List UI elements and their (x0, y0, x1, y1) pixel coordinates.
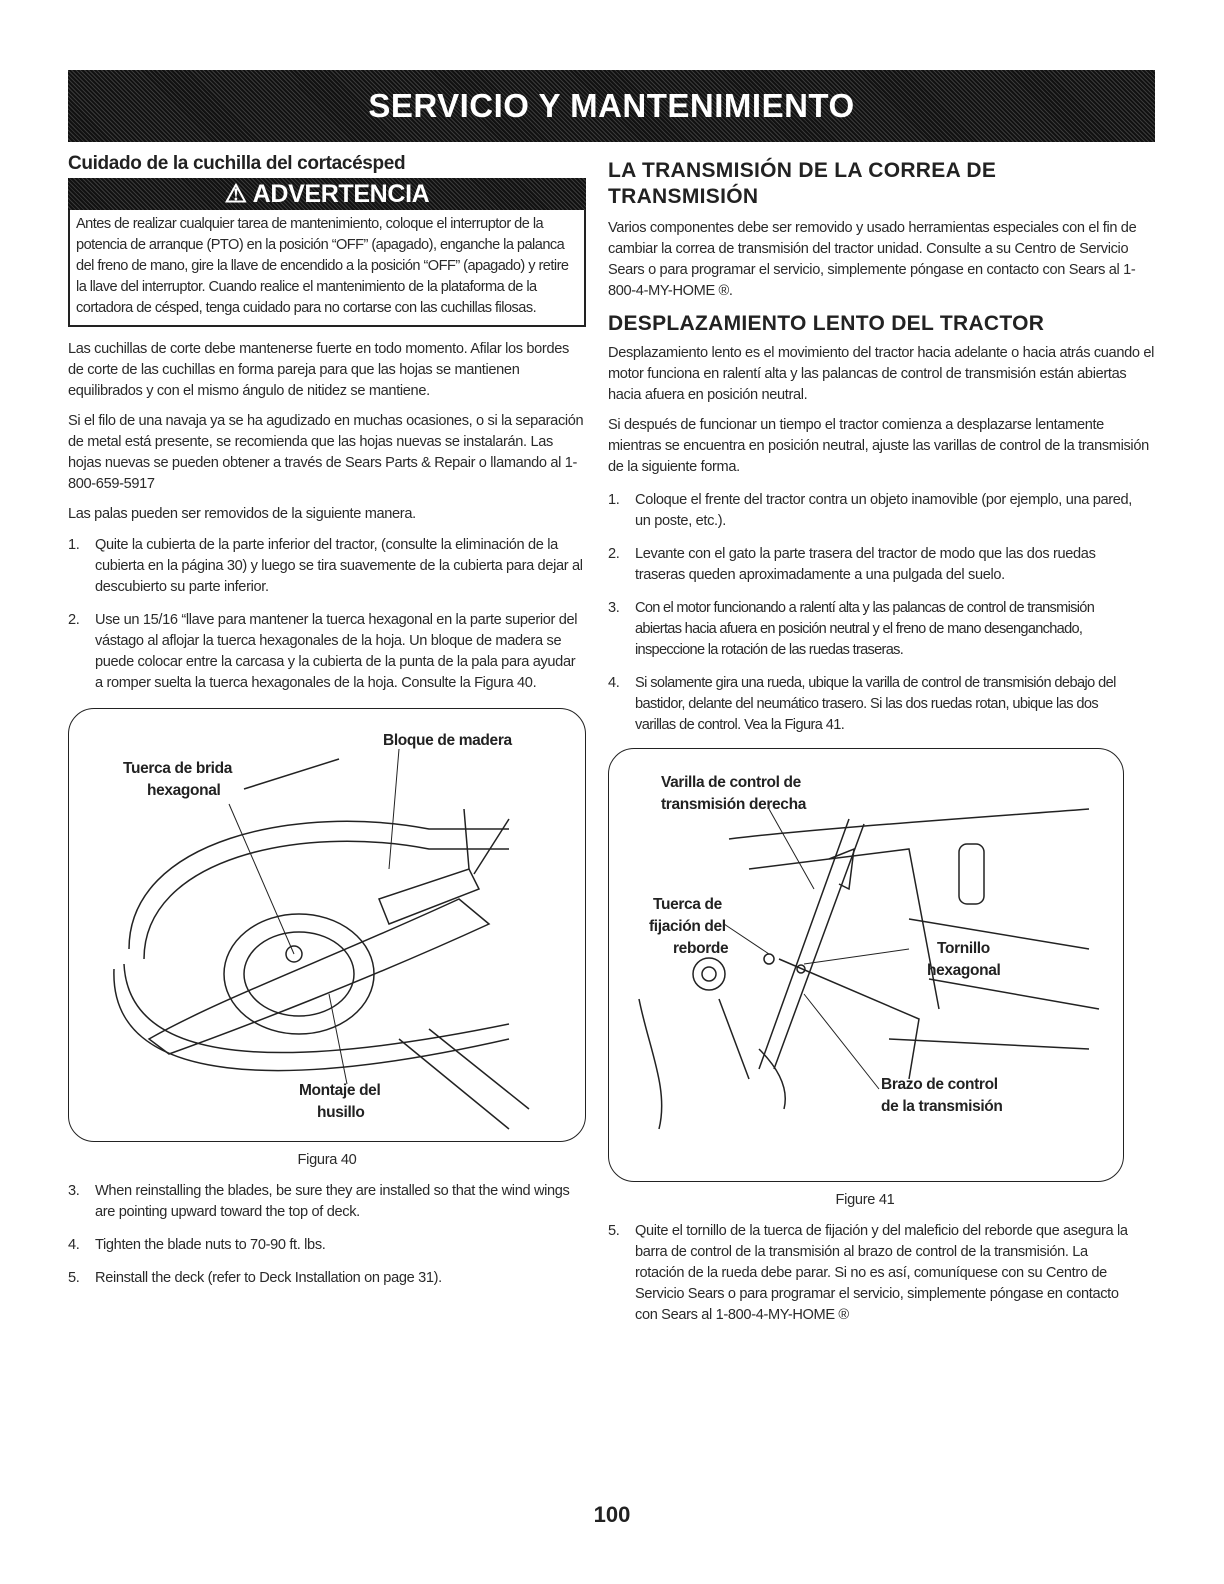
heading-slow-creep: DESPLAZAMIENTO LENTO DEL TRACTOR (608, 312, 1045, 335)
step-text: Tighten the blade nuts to 70-90 ft. lbs. (95, 1237, 326, 1253)
step-number: 2. (68, 612, 80, 628)
label-rod-2: transmisión derecha (661, 796, 806, 813)
label-nut-2: fijación del (649, 918, 726, 935)
paragraph: Si después de funcionar un tiempo el tractor comienza a desplazarse lentamente mientras se encuentra en posición neutral, ajuste las varillas de control de la transmisión de la siguiente forma. (608, 417, 1149, 475)
label-wood-block: Bloque de madera (383, 732, 512, 749)
paragraph: Desplazamiento lento es el movimiento del tractor hacia adelante o hacia atrás cuando el motor funciona en ralentí alta y las palancas de control de transmisión están abiertas hacia afuera en posición neutral. (608, 345, 1154, 403)
step-number: 1. (68, 537, 80, 553)
list-item (68, 610, 586, 694)
heading-belt-transmission: LA TRANSMISIÓN DE LA CORREA DE TRANSMISIÓN (608, 159, 997, 208)
paragraph: Si el filo de una navaja ya se ha agudizado en muchas ocasiones, o si la separación de metal está presente, se recomienda que las hojas nuevas se instalarán. Las hojas nuevas se pueden obtener a través de Sears Parts & Repair o llamando al 1-800-659-5917 (68, 413, 584, 492)
list-item (68, 1235, 586, 1256)
label-rod-1: Varilla de control de (661, 774, 801, 791)
label-nut-1: Tuerca de (653, 896, 722, 913)
list-item (608, 490, 1136, 532)
warning-text: Antes de realizar cualquier tarea de mantenimiento, coloque el interruptor de la potencia de arranque (PTO) en la posición “OFF” (apagado), enganche la palanca del freno de mano, gire la llave de encendido a la posición “OFF” (apagado) y retire la llave del interruptor. Cuando realice el mantenimiento de la plataforma de la cortadora de césped, tenga cuidado para no cortarse con las cuchillas filosas. (76, 216, 569, 316)
list-item (68, 1181, 586, 1223)
step-text: When reinstalling the blades, be sure they are installed so that the wind wings are pointing upward toward the top of deck. (95, 1183, 570, 1220)
step-text: Con el motor funcionando a ralentí alta y las palancas de control de transmisión abiertas hacia afuera en posición neutral y el freno de mano desenganchado, inspeccione la rotación de las ruedas traseras. (635, 600, 1095, 658)
step-text: Reinstall the deck (refer to Deck Installation on page 31). (95, 1270, 442, 1286)
step-text: Quite la cubierta de la parte inferior del tractor, (consulte la eliminación de la cubierta en la página 30) y luego se tira suavemente de la cubierta para dejar al descubierto su parte inferior. (95, 537, 583, 595)
list-item (68, 1268, 586, 1289)
step-number: 3. (68, 1183, 80, 1199)
step-text: Quite el tornillo de la tuerca de fijación y del maleficio del reborde que asegura la barra de control de la transmisión al brazo de control de la transmisión. La rotación de la rueda debe parar. Si no es así, comuníquese con su Centro de Servicio Sears o para programar el servicio, simplemente póngase en contacto con Sears al 1-800-4-MY-HOME ® (635, 1223, 1128, 1323)
paragraph: Las cuchillas de corte debe mantenerse fuerte en todo momento. Afilar los bordes de corte de las cuchillas en forma pareja para que las hojas se mantienen equilibrados y con el mismo ángulo de nitidez se mantiene. (68, 341, 569, 399)
label-nut-3: reborde (673, 940, 729, 957)
label-arm-1: Brazo de control (881, 1076, 998, 1093)
figure-40 (68, 708, 586, 1142)
warning-box (68, 178, 586, 327)
label-spindle-2: husillo (317, 1104, 365, 1121)
paragraph: Varios componentes debe ser removido y usado herramientas especiales con el fin de cambiar la correa de transmisión del tractor unidad. Consulte a su Centro de Servicio Sears o para programar el servicio, simplemente póngase en contacto con Sears al 1-800-4-MY-HOME ®. (608, 220, 1137, 299)
paragraph: Las palas pueden ser removidos de la siguiente manera. (68, 506, 416, 522)
label-bolt-2: hexagonal (927, 962, 1001, 979)
list-item (608, 598, 1136, 661)
right-column (608, 158, 1156, 1338)
step-number: 4. (68, 1237, 80, 1253)
label-bolt-1: Tornillo (937, 940, 990, 957)
label-flange-nut-2: hexagonal (147, 782, 221, 799)
label-spindle-1: Montaje del (299, 1082, 381, 1099)
step-text: Coloque el frente del tractor contra un objeto inamovible (por ejemplo, una pared, un poste, etc.). (635, 492, 1132, 529)
subheading-blade-care: Cuidado de la cuchilla del cortacésped (68, 153, 406, 174)
step-text: Si solamente gira una rueda, ubique la varilla de control de transmisión debajo del bastidor, delante del neumático trasero. Si las dos ruedas rotan, ubique las dos varillas de control. Vea la Figura 41. (635, 675, 1116, 733)
figure-40-caption: Figura 40 (297, 1152, 357, 1168)
list-item (68, 535, 586, 598)
page-number: 100 (593, 1502, 631, 1527)
list-item (608, 544, 1136, 586)
section-banner (68, 70, 1155, 142)
warning-icon: ⚠ (224, 179, 247, 208)
step-text: Use un 15/16 “llave para mantener la tuerca hexagonal en la parte superior del vástago al aflojar la tuerca hexagonales de la hoja. Un bloque de madera se puede colocar entre la carcasa y la cubierta de la punta de la pala para ayudar a romper suelta la tuerca hexagonales de la hoja. Consulte la Figura 40. (95, 612, 578, 691)
step-number: 5. (68, 1270, 80, 1286)
label-flange-nut-1: Tuerca de brida (123, 760, 233, 777)
list-item (608, 673, 1136, 736)
label-arm-2: de la transmisión (881, 1098, 1003, 1115)
figure-41 (608, 748, 1124, 1182)
list-item (608, 1221, 1128, 1326)
step-number: 3. (608, 600, 620, 616)
warning-header (68, 178, 586, 210)
step-number: 4. (608, 675, 620, 691)
step-text: Levante con el gato la parte trasera del tractor de modo que las dos ruedas traseras queden aproximadamente a una pulgada del suelo. (635, 546, 1096, 583)
page-title: SERVICIO Y MANTENIMIENTO (368, 87, 855, 124)
step-number: 1. (608, 492, 620, 508)
left-column (68, 152, 586, 1301)
figure-41-caption: Figure 41 (835, 1192, 895, 1208)
step-number: 5. (608, 1223, 620, 1239)
step-number: 2. (608, 546, 620, 562)
warning-title: ADVERTENCIA (252, 179, 430, 208)
